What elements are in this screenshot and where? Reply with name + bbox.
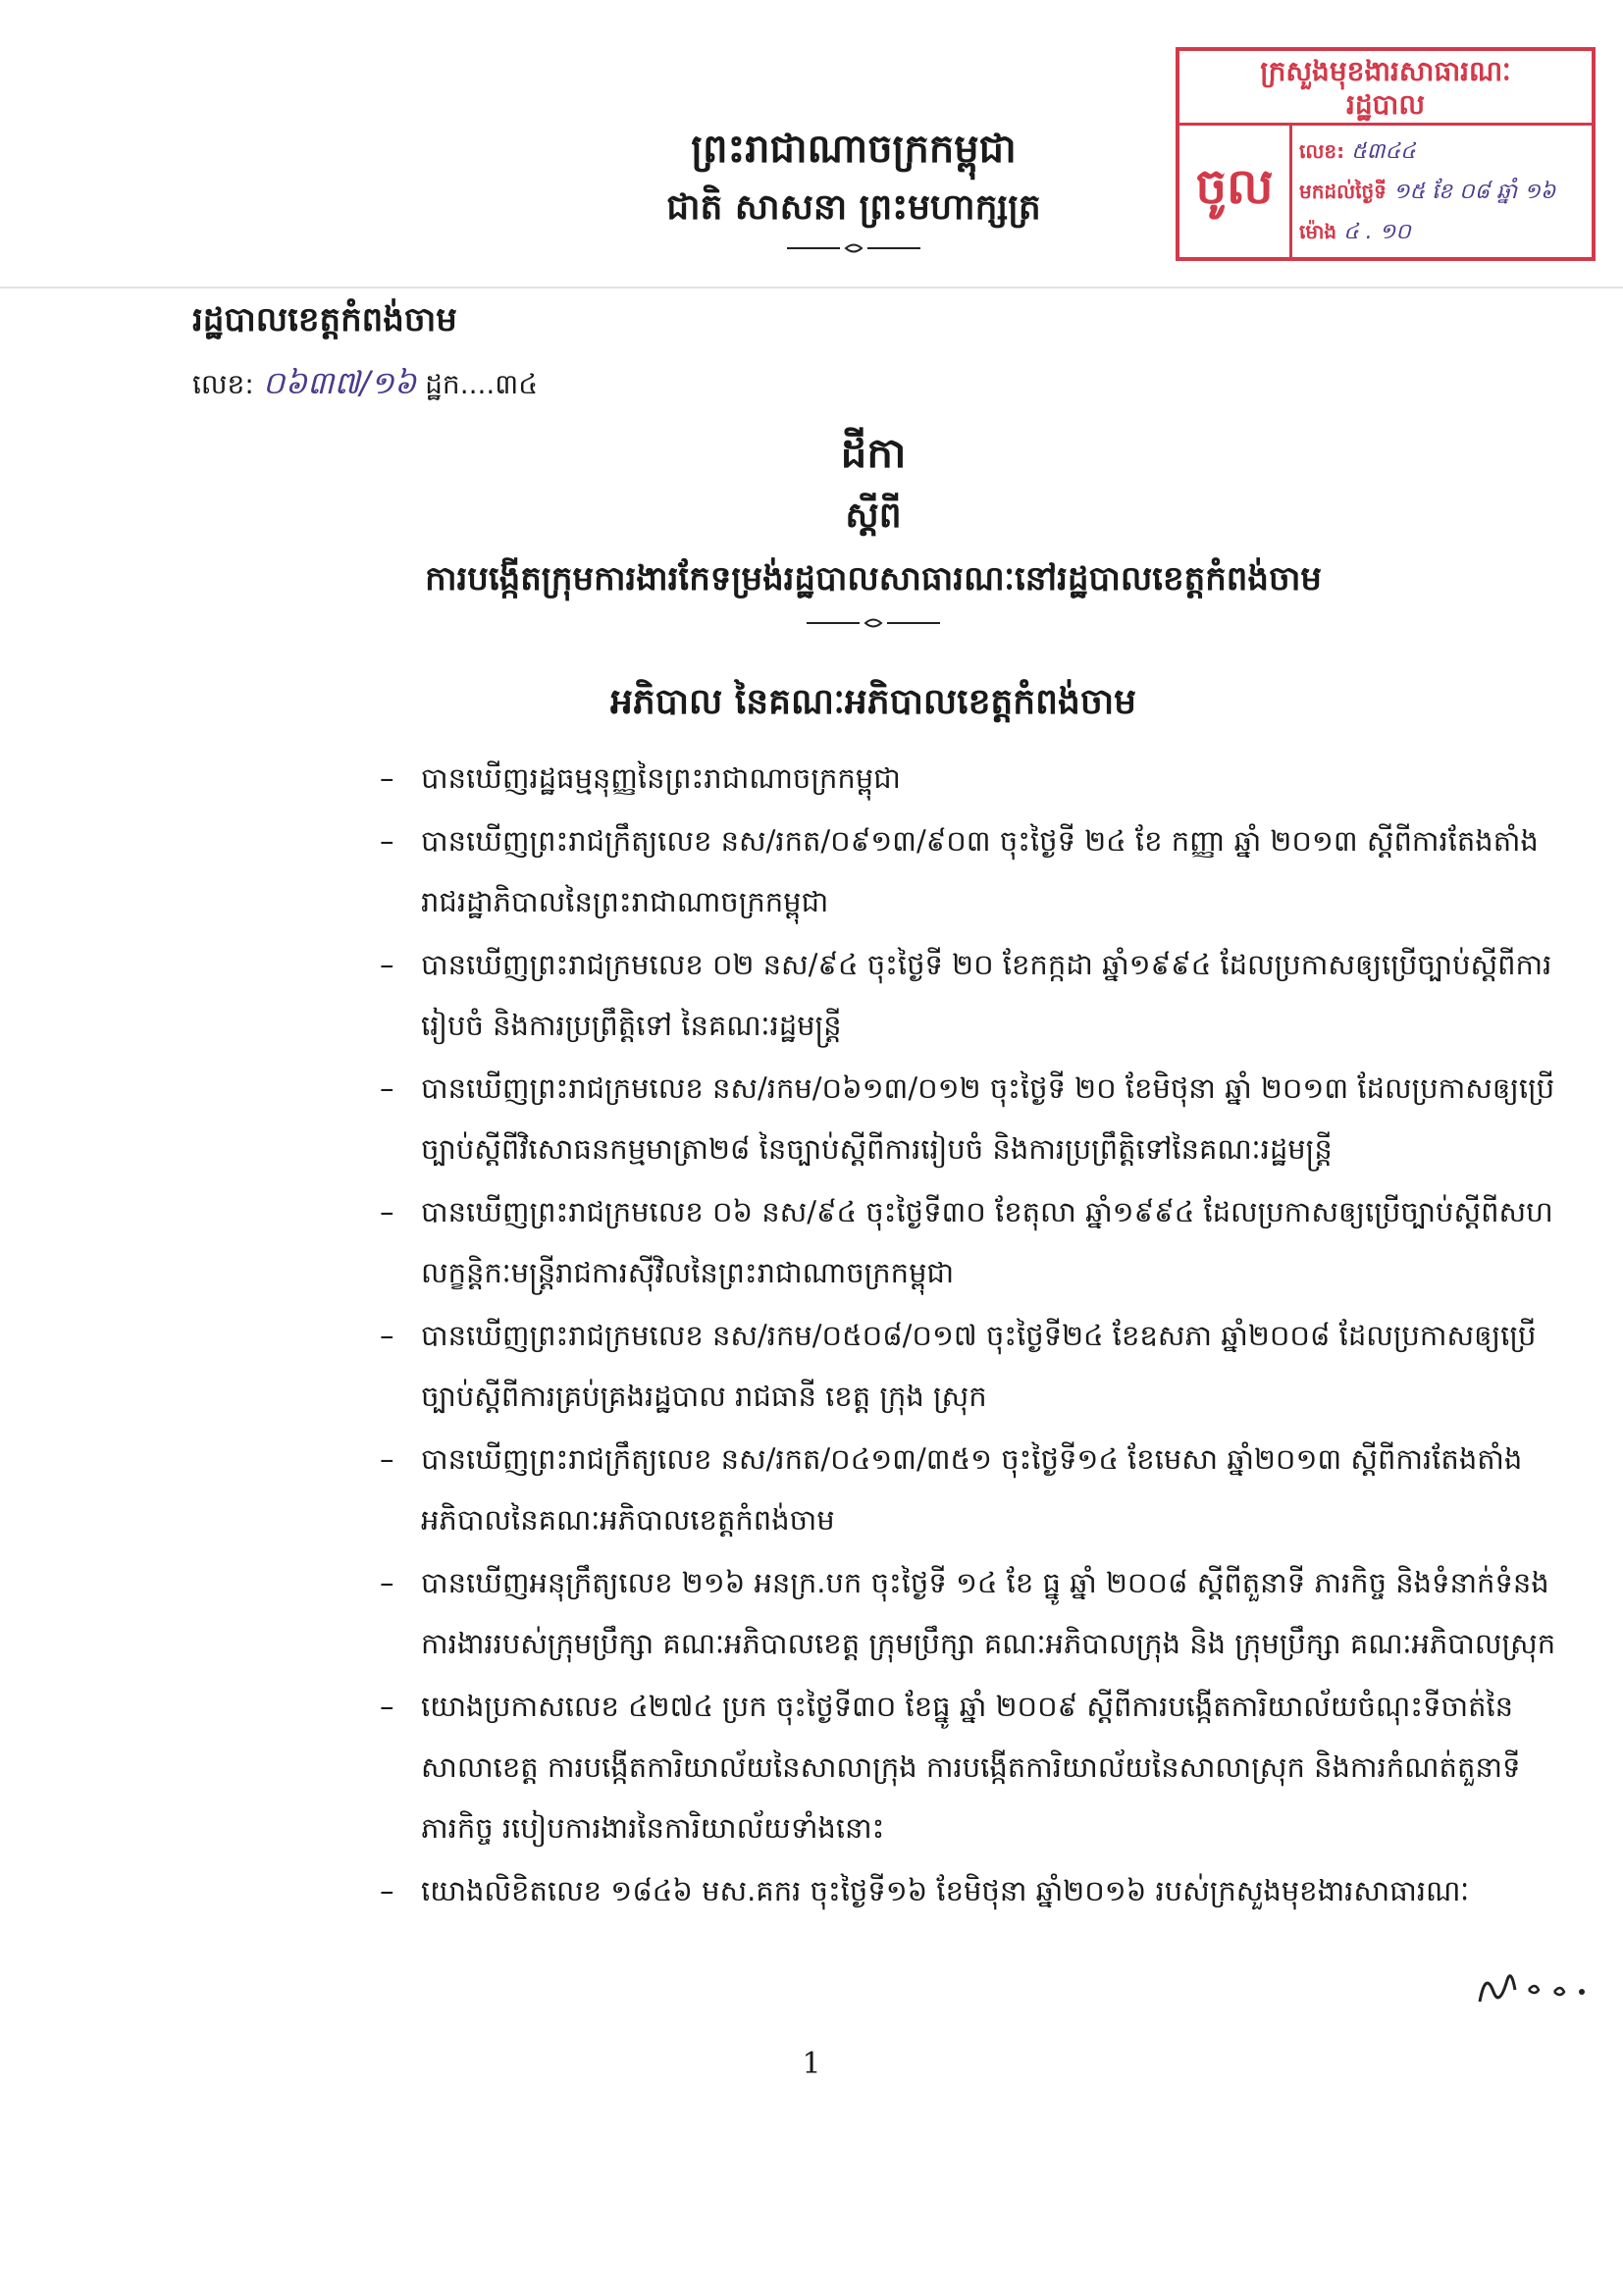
stamp-received-label: ចូល xyxy=(1179,126,1292,257)
list-item: – បានឃើញអនុក្រឹត្យលេខ ២១៦ អនក្រ.បក ចុះថ្ងៃទី ១៤ ខែ ធ្នូ ឆ្នាំ ២០០៨ ស្តីពីតួនាទី ភារកិច្ច និងទំនាក់ទំនងការងាររបស់ក្រុមប្រឹក្សា គណៈអភិបាលខេត្ត ក្រុមប្រឹក្សា គណៈអភិបាលក្រុង និង ក្រុមប្រឹក្សា គណៈអភិបាលស្រុក xyxy=(380,1566,1556,1660)
national-motto: ជាតិ សាសនា ព្រះមហាក្សត្រ xyxy=(666,187,1041,228)
list-item: – បានឃើញព្រះរាជក្រមលេខ ០៦ នស/៩៤ ចុះថ្ងៃទី៣០ ខែតុលា ឆ្នាំ១៩៩៤ ដែលប្រកាសឲ្យប្រើច្បាប់ស្តីពីសហលក្ខន្តិកៈមន្ត្រីរាជការស៊ីវិលនៃព្រះរាជាណាចក្រកម្ពុជា xyxy=(380,1195,1553,1289)
kingdom-header xyxy=(550,118,1158,255)
stamp-fields xyxy=(1299,131,1586,252)
stamp-date-value: ១៥ ខែ ០៨ ឆ្នាំ ១៦ xyxy=(1392,180,1556,204)
list-item: – បានឃើញព្រះរាជក្រមលេខ នស/រកម/០៥០៨/០១៧ ចុះថ្ងៃទី២៤ ខែឧសភា ឆ្នាំ២០០៨ ដែលប្រកាសឲ្យប្រើច្បាប់ស្តីពីការគ្រប់គ្រងរដ្ឋបាល រាជធានី ខេត្ត ក្រុង ស្រុក xyxy=(380,1319,1537,1413)
list-item: – បានឃើញរដ្ឋធម្មនុញ្ញនៃព្រះរាជាណាចក្រកម្ពុជា xyxy=(380,761,901,795)
page-number: 1 xyxy=(802,2047,821,2081)
list-item: – បានឃើញព្រះរាជក្រមលេខ ០២ នស/៩៤ ចុះថ្ងៃទី ២០ ខែកក្កដា ឆ្នាំ១៩៩៤ ដែលប្រកាសឲ្យប្រើច្បាប់ស្តីពីការរៀបចំ និងការប្រព្រឹត្តិទៅ នៃគណៈរដ្ឋមន្ត្រី xyxy=(380,948,1552,1042)
reference-value: ០៦៣៧/១៦ xyxy=(262,364,417,401)
reference-suffix: ដ្ឋក....៣៤ xyxy=(425,368,539,400)
issuer-name: រដ្ឋបាលខេត្តកំពង់ចាម xyxy=(192,300,457,339)
stamp-number-value: ៥៣៤៤ xyxy=(1351,139,1416,164)
list-item: – បានឃើញព្រះរាជក្រមលេខ នស/រកម/០៦១៣/០១២ ចុះថ្ងៃទី ២០ ខែមិថុនា ឆ្នាំ ២០១៣ ដែលប្រកាសឲ្យប្រើច្បាប់ស្តីពីវិសោធនកម្មមាត្រា២៨ នៃច្បាប់ស្តីពីការរៀបចំ និងការប្រព្រឹត្តិទៅនៃគណៈរដ្ឋមន្ត្រី xyxy=(380,1071,1555,1166)
issuing-authority: អភិបាល នៃគណៈអភិបាលខេត្តកំពង់ចាម xyxy=(610,682,1136,722)
stamp-ministry: ក្រសួងមុខងារសាធារណៈ xyxy=(1260,55,1511,87)
stamp-number-row xyxy=(1299,131,1586,172)
initial-signature xyxy=(1472,1962,1599,2011)
document-about: ស្តីពី xyxy=(845,496,902,536)
stamp-date-label: មកដល់ថ្ងៃទី xyxy=(1299,180,1387,203)
list-item: – យោងលិខិតលេខ ១៨៤៦ មស.គករ ចុះថ្ងៃទី១៦ ខែមិថុនា ឆ្នាំ២០១៦ របស់ក្រសួងមុខងារសាធារណៈ xyxy=(380,1874,1470,1907)
received-stamp xyxy=(1176,47,1596,261)
stamp-time-value: ៤ . ១០ xyxy=(1343,220,1411,244)
reference-number xyxy=(192,363,538,409)
list-item: – យោងប្រកាសលេខ ៤២៧៤ ប្រក ចុះថ្ងៃទី៣០ ខែធ្នូ ឆ្នាំ ២០០៩ ស្តីពីការបង្កើតការិយាល័យចំណុះទីចាត់នៃសាលាខេត្ត ការបង្កើតការិយាល័យនៃសាលាក្រុង ការបង្កើតការិយាល័យនៃសាលាស្រុក និងការកំណត់តួនាទី ភារកិច្ច របៀបការងារនៃការិយាល័យទាំងនោះ xyxy=(380,1690,1521,1845)
ornament-divider xyxy=(785,241,922,255)
stamp-date-row xyxy=(1299,172,1586,212)
document-subject: ការបង្កើតក្រុមការងារកែទម្រង់រដ្ឋបាលសាធារណៈនៅរដ្ឋបាលខេត្តកំពង់ចាម xyxy=(425,559,1322,599)
stamp-time-row xyxy=(1299,212,1586,252)
scan-divider xyxy=(0,287,1623,288)
reference-label: លេខ: xyxy=(192,368,254,400)
stamp-unit: រដ្ឋបាល xyxy=(1346,88,1425,121)
document-type: ដីកា xyxy=(840,429,907,477)
title-ornament xyxy=(805,616,942,630)
preamble-list xyxy=(380,748,1565,1923)
document-titles xyxy=(294,422,1452,630)
list-item: – បានឃើញព្រះរាជក្រឹត្យលេខ នស/រកត/០៩១៣/៩០៣ ចុះថ្ងៃទី ២៤ ខែ កញ្ញា ឆ្នាំ ២០១៣ ស្តីពីការតែងតាំងរាជរដ្ឋាភិបាលនៃព្រះរាជាណាចក្រកម្ពុជា xyxy=(380,824,1539,918)
kingdom-name: ព្រះរាជាណាចក្រកម្ពុជា xyxy=(691,127,1017,172)
list-item: – បានឃើញព្រះរាជក្រឹត្យលេខ នស/រកត/០៤១៣/៣៥១ ចុះថ្ងៃទី១៤ ខែមេសា ឆ្នាំ២០១៣ ស្តីពីការតែងតាំងអភិបាលនៃគណៈអភិបាលខេត្តកំពង់ចាម xyxy=(380,1442,1523,1537)
stamp-number-label: លេខ: xyxy=(1299,139,1345,163)
stamp-header xyxy=(1179,51,1592,126)
stamp-time-label: ម៉ោង xyxy=(1299,220,1337,243)
